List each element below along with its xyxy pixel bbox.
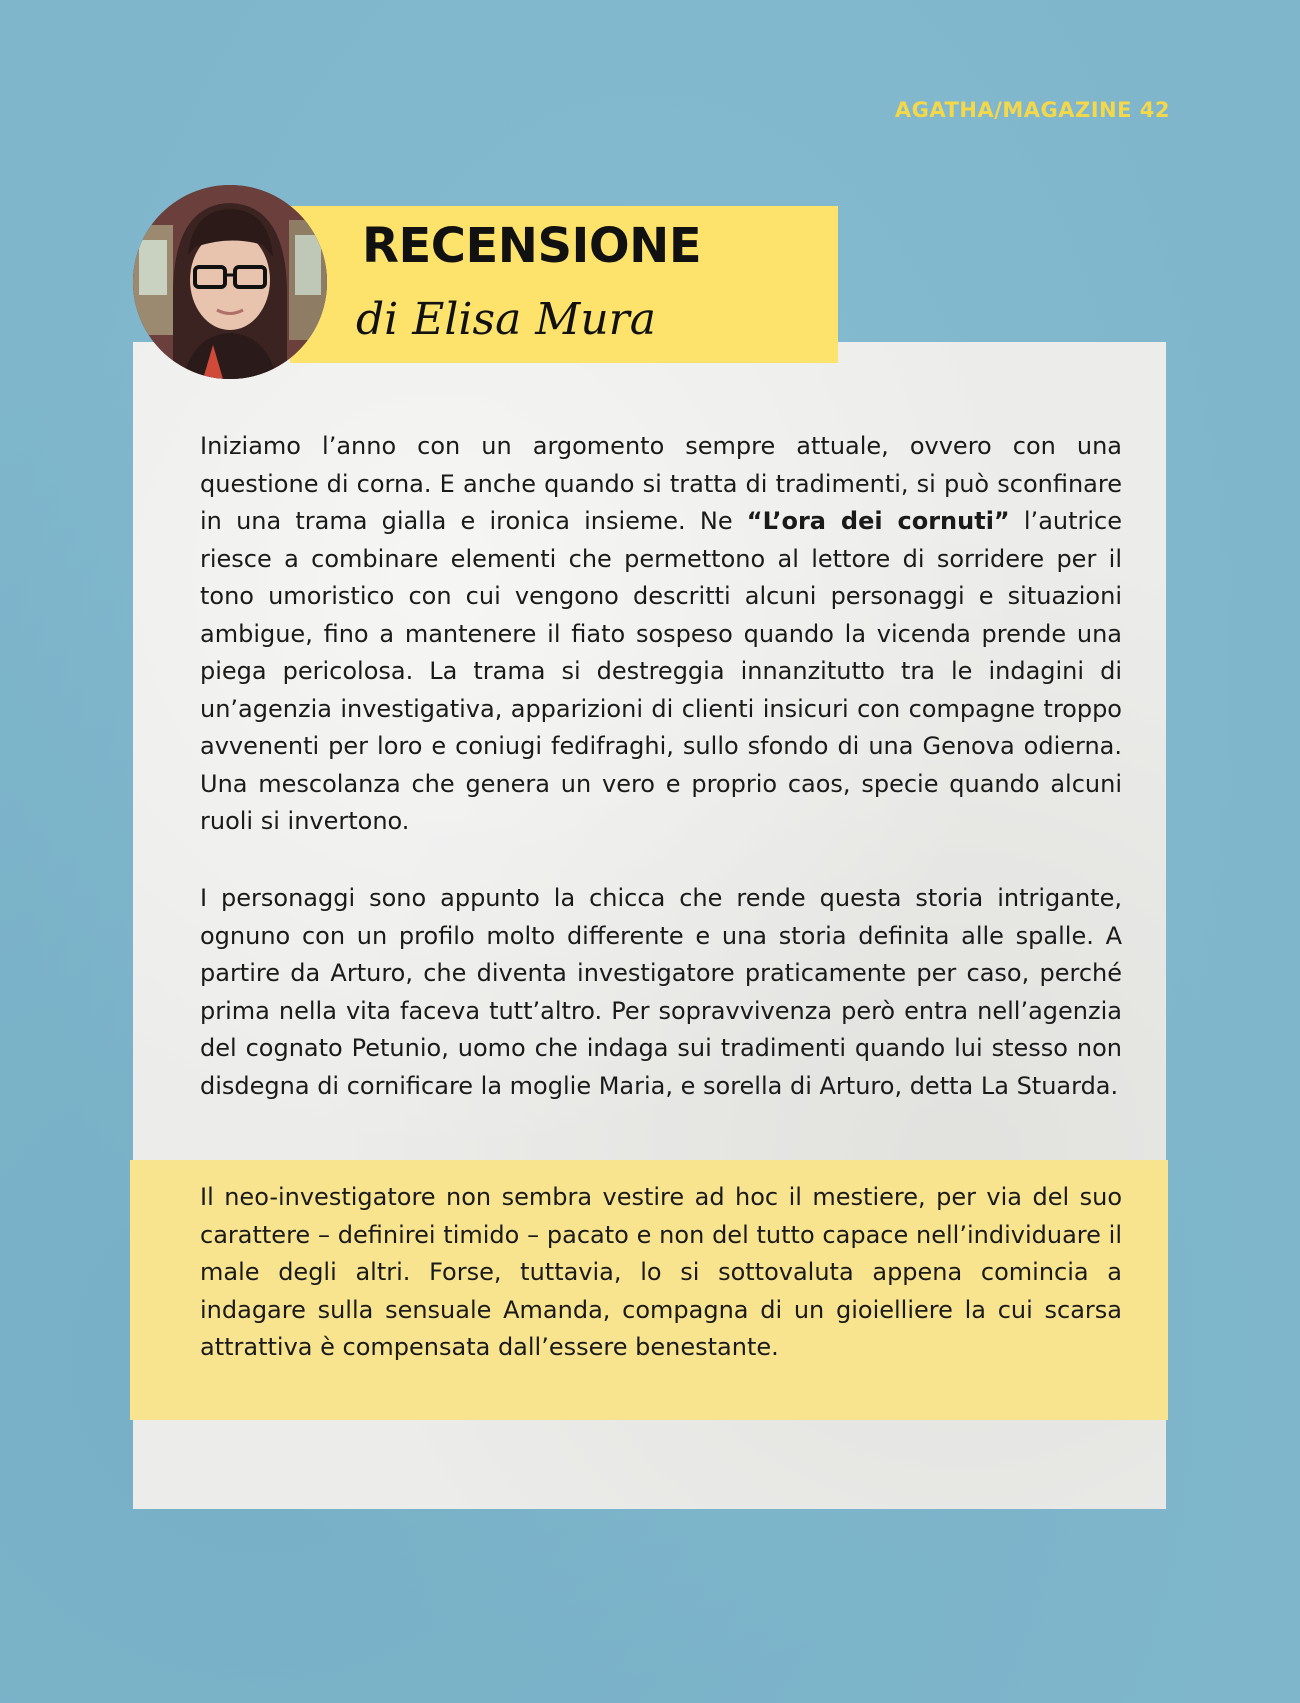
review-paragraph-3: Il neo-investigatore non sembra vestire ad hoc il mestiere, per via del suo carattere – definirei timido – pacato e non del tutto capace nell’individuare il male degli altri. Forse, tuttavia, lo si sottovaluta appena comincia a indagare sulla sensuale Amanda, compagna di un gioielliere la cui scarsa attrattiva è compensata dall’essere benestante.	[200, 1183, 1122, 1361]
book-title: “L’ora dei cornuti”	[746, 507, 1010, 535]
author-portrait-icon	[133, 185, 327, 379]
author-avatar	[133, 185, 327, 379]
review-author: di Elisa Mura	[356, 294, 656, 345]
review-paragraph-1: Iniziamo l’anno con un argomento sempre attuale, ovvero con una questione di corna. E anche quando si tratta di tradimenti, si può sconfinare in una trama gialla e ironica insieme. Ne “L’ora dei cornuti” l’autrice riesce a combinare elementi che permettono al lettore di sorridere per il tono umoristico con cui vengono descritti alcuni personaggi e situazioni ambigue, fino a mantenere il fiato sospeso quando la vicenda prende una piega pericolosa. La trama si destreggia innanzitutto tra le indagini di un’agenzia investigativa, apparizioni di clienti insicuri con compagne troppo avvenenti per loro e coniugi fedifraghi, sullo sfondo di una Genova odierna. Una mescolanza che genera un vero e proprio caos, specie quando alcuni ruoli si invertono.	[200, 432, 1123, 835]
magazine-header: AGATHA/MAGAZINE 42	[894, 98, 1170, 122]
review-paragraph-2: I personaggi sono appunto la chicca che rende questa storia intrigante, ognuno con un profilo molto differente e una storia definita alle spalle. A partire da Arturo, che diventa investigatore praticamente per caso, perché prima nella vita faceva tutt’altro. Per sopravvivenza però entra nell’agenzia del cognato Petunio, uomo che indaga sui tradimenti quando lui stesso non disdegna di cornificare la moglie Maria, e sorella di Arturo, detta La Stuarda.	[200, 884, 1122, 1100]
review-title: RECENSIONE	[362, 218, 702, 274]
